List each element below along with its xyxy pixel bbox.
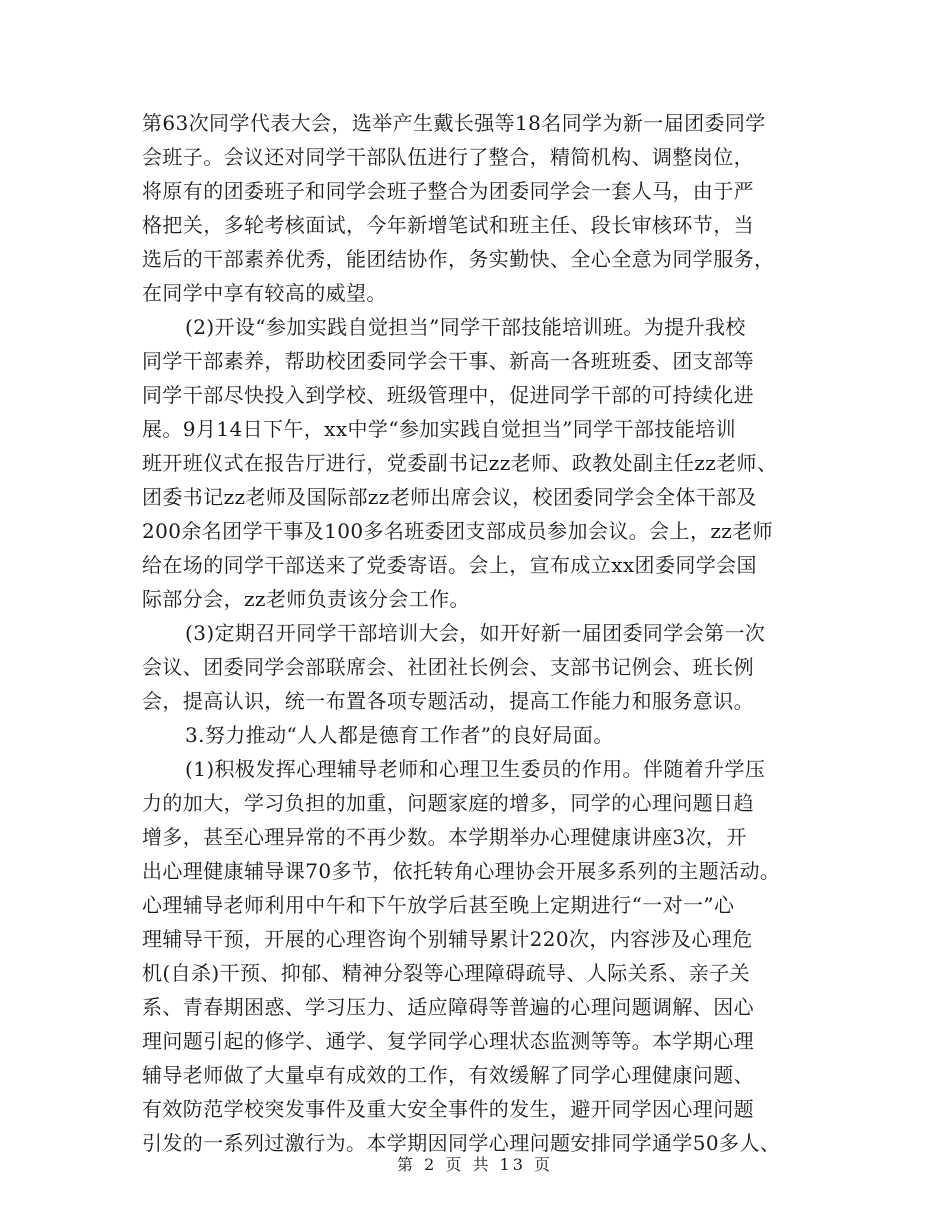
text-line: 增多，甚至心理异常的不再少数。本学期举办心理健康讲座3次，开 [142, 825, 747, 849]
text-line: 会，提高认识，统一布置各项专题活动，提高工作能力和服务意识。 [142, 689, 754, 713]
text-line: 格把关，多轮考核面试，今年新增笔试和班主任、段长审核环节，当 [142, 213, 754, 237]
text-line: (3)定期召开同学干部培训大会，如开好新一届团委同学会第一次 [185, 621, 766, 645]
text-line: 理辅导干预，开展的心理咨询个别辅导累计220次，内容涉及心理危 [142, 927, 753, 951]
text-line: 会班子。会议还对同学干部队伍进行了整合，精简机构、调整岗位， [142, 145, 754, 169]
text-line: 出心理健康辅导课70多节，依托转角心理协会开展多系列的主题活动。 [142, 859, 781, 883]
text-line: 3.努力推动“人人都是德育工作者”的良好局面。 [185, 723, 614, 747]
text-line: (1)积极发挥心理辅导老师和心理卫生委员的作用。伴随着升学压 [185, 757, 766, 781]
text-line: 引发的一系列过激行为。本学期因同学心理问题安排同学通学50多人、 [142, 1131, 781, 1155]
text-line: 系、青春期困惑、学习压力、适应障碍等普遍的心理问题调解、因心 [142, 995, 754, 1019]
text-line: 给在场的同学干部送来了党委寄语。会上，宣布成立xx团委同学会国 [142, 553, 757, 577]
text-line: 力的加大，学习负担的加重，问题家庭的增多，同学的心理问题日趋 [142, 791, 754, 815]
text-line: 将原有的团委班子和同学会班子整合为团委同学会一套人马，由于严 [142, 179, 754, 203]
text-line: 同学干部尽快投入到学校、班级管理中，促进同学干部的可持续化进 [142, 383, 754, 407]
text-line: 际部分会，zz老师负责该分会工作。 [142, 587, 470, 611]
text-line: 心理辅导老师利用中午和下午放学后甚至晚上定期进行“一对一”心 [142, 893, 735, 917]
text-line: 选后的干部素养优秀，能团结协作，务实勤快、全心全意为同学服务， [142, 247, 775, 271]
text-line: 理问题引起的修学、通学、复学同学心理状态监测等等。本学期心理 [142, 1029, 754, 1053]
text-line: 同学干部素养，帮助校团委同学会干事、新高一各班班委、团支部等 [142, 349, 754, 373]
document-body [142, 106, 832, 1160]
text-line: 有效防范学校突发事件及重大安全事件的发生，避开同学因心理问题 [142, 1097, 754, 1121]
page-footer: 第 2 页 共 13 页 [397, 1155, 553, 1174]
text-line: 团委书记zz老师及国际部zz老师出席会议，校团委同学会全体干部及 [142, 485, 757, 509]
text-line: 机(自杀)干预、抑郁、精神分裂等心理障碍疏导、人际关系、亲子关 [142, 961, 751, 985]
text-line: 辅导老师做了大量卓有成效的工作，有效缓解了同学心理健康问题、 [142, 1063, 754, 1087]
text-line: 会议、团委同学会部联席会、社团社长例会、支部书记例会、班长例 [142, 655, 754, 679]
text-line: (2)开设“参加实践自觉担当”同学干部技能培训班。为提升我校 [185, 315, 746, 339]
text-line: 在同学中享有较高的威望。 [142, 281, 387, 305]
text-line: 200余名团学干事及100多名班委团支部成员参加会议。会上，zz老师 [142, 519, 774, 543]
text-line: 第63次同学代表大会，选举产生戴长强等18名同学为新一届团委同学 [142, 111, 766, 135]
text-line: 展。9月14日下午，xx中学“参加实践自觉担当”同学干部技能培训 [142, 417, 736, 441]
text-line: 班开班仪式在报告厅进行，党委副书记zz老师、政教处副主任zz老师、 [142, 451, 778, 475]
